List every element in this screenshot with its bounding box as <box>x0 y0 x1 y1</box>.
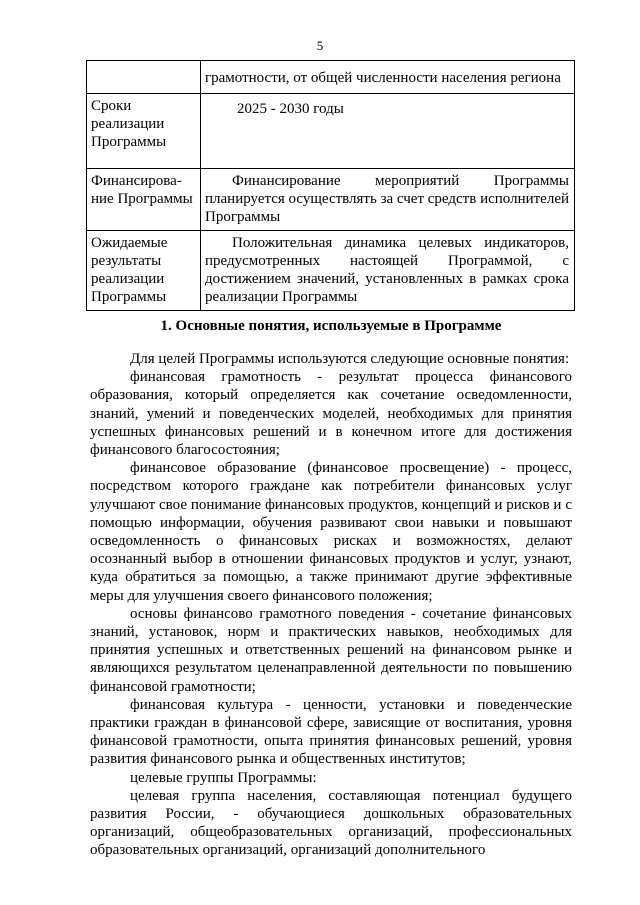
program-passport-table <box>86 60 575 311</box>
table-label-cell: Ожидаемые результаты реализации Программы <box>87 231 201 311</box>
paragraph: финансовая грамотность - результат процесса финансового образования, который определяется как сочетание осведомленности, знаний, умений и поведенческих моделей, необходимых для принятия успешных финансовых решений и в конечном итоге для достижения финансового благосостояния; <box>90 369 572 459</box>
page-number: 5 <box>316 38 324 53</box>
table-value-cell: грамотности, от общей численности населения региона <box>201 61 575 94</box>
section-heading: 1. Основные понятия, используемые в Программе <box>160 318 502 334</box>
table-label-cell <box>87 61 201 94</box>
paragraph: основы финансово грамотного поведения - сочетание финансовых знаний, установок, норм и практических навыков, необходимых для принятия успешных и ответственных решений на финансовом рынке и являющихся результатом целенаправленной деятельности по повышению финансовой грамотности; <box>90 605 572 695</box>
paragraph: финансовая культура - ценности, установки и поведенческие практики граждан в финансовой сфере, зависящие от воспитания, уровня финансовой грамотности, опыта принятия финансовых решений, уровня развития финансового рынка и общественных институтов; <box>90 696 572 768</box>
table-row <box>87 169 575 231</box>
table-row <box>87 231 575 311</box>
paragraph: финансовое образование (финансовое просвещение) - процесс, посредством которого граждане как потребители финансовых услуг улучшают свое понимание финансовых продуктов, концепций и рисков и с помощью информации, обучения развивают свои навыки и повышают осведомленность о финансовых рисках и возможностях, делают осознанный выбор в отношении финансовых продуктов и услуг, узнают, куда обратиться за помощью, а также принимают другие эффективные меры для улучшения своего финансового положения; <box>90 460 572 604</box>
table-label-cell: Сроки реализации Программы <box>87 94 201 169</box>
table-value-cell <box>201 169 575 231</box>
paragraph: целевые группы Программы: <box>130 769 317 786</box>
table-value-cell <box>201 231 575 311</box>
paragraph: целевая группа населения, составляющая потенциал будущего развития России, - обучающиеся дошкольных образовательных организаций, общеобразовательных организаций, профессиональных образовательных организаций, организаций дополнительного <box>90 787 572 859</box>
table-row <box>87 61 575 94</box>
paragraph: Для целей Программы используются следующие основные понятия: <box>130 351 570 367</box>
table-value-text: Положительная динамика целевых индикаторов, предусмотренных настоящей Программой, с достижением значений, установленных в рамках срока реализации Программы <box>205 235 569 305</box>
table-label-cell: Финансирова-ние Программы <box>87 169 201 231</box>
table-value-text: Финансирование мероприятий Программы планируется осуществлять за счет средств исполнителей Программы <box>205 173 570 225</box>
table-value-cell: 2025 - 2030 годы <box>201 94 575 169</box>
table-row <box>87 94 575 169</box>
section-body <box>90 350 572 860</box>
